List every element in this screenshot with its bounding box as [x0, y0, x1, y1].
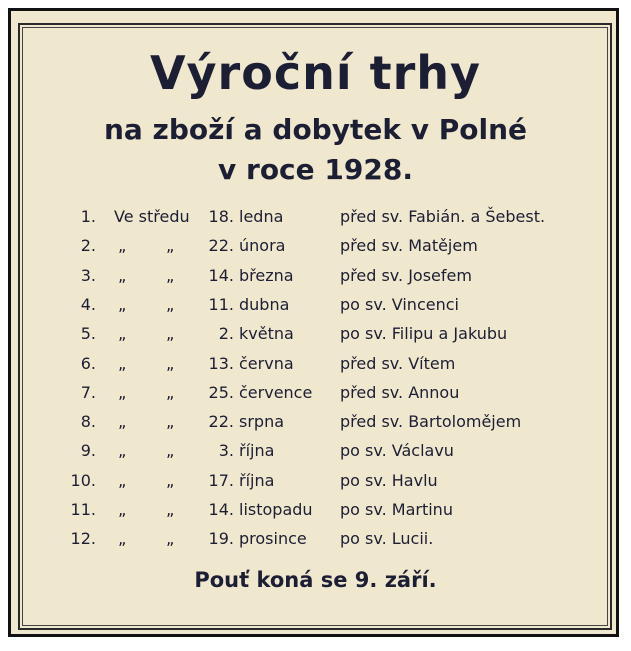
row-saint-day: před sv. Bartolomějem	[340, 412, 522, 431]
footer-note: Pouť koná se 9. září.	[194, 568, 437, 592]
row-saint-day: po sv. Havlu	[340, 471, 438, 490]
ditto-mark: „	[166, 441, 175, 460]
ditto-mark: „	[166, 529, 175, 548]
row-date: 22.	[208, 412, 234, 431]
ditto-mark: „	[118, 266, 127, 285]
page-year: v roce 1928.	[218, 153, 413, 186]
row-date: 17.	[208, 471, 234, 490]
row-saint-day: po sv. Vincenci	[340, 295, 459, 314]
row-saint-day: po sv. Lucii.	[340, 529, 434, 548]
ditto-mark: „	[166, 295, 175, 314]
ditto-mark: „	[118, 441, 127, 460]
row-date: 13.	[208, 354, 234, 373]
row-number: 6.	[80, 354, 96, 373]
row-date: 25.	[208, 383, 234, 402]
row-saint-day: po sv. Filipu a Jakubu	[340, 324, 508, 343]
ditto-mark: „	[118, 471, 127, 490]
row-number: 7.	[80, 383, 96, 402]
row-month: února	[239, 236, 286, 255]
row-month: srpna	[239, 412, 285, 431]
market-row	[0, 471, 631, 499]
row-number: 4.	[80, 295, 96, 314]
row-date: 3.	[218, 441, 234, 460]
market-row	[0, 236, 631, 264]
row-date: 14.	[208, 500, 234, 519]
ditto-mark: „	[166, 236, 175, 255]
row-number: 3.	[80, 266, 96, 285]
row-month: ledna	[239, 207, 284, 226]
row-number: 8.	[80, 412, 96, 431]
row-date: 19.	[208, 529, 234, 548]
row-number: 12.	[70, 529, 96, 548]
row-month: června	[239, 354, 294, 373]
row-date: 14.	[208, 266, 234, 285]
row-date: 18.	[208, 207, 234, 226]
ditto-mark: „	[118, 412, 127, 431]
market-row	[0, 324, 631, 352]
market-row	[0, 500, 631, 528]
ditto-mark: „	[118, 324, 127, 343]
page-subtitle: na zboží a dobytek v Polné	[103, 113, 528, 146]
ditto-mark: „	[118, 236, 127, 255]
row-saint-day: před sv. Josefem	[340, 266, 472, 285]
row-date: 2.	[218, 324, 234, 343]
row-number: 1.	[80, 207, 96, 226]
weekday-label: Ve středu	[114, 207, 190, 226]
row-number: 5.	[80, 324, 96, 343]
row-saint-day: před sv. Fabián. a Šebest.	[340, 207, 546, 226]
ditto-mark: „	[166, 324, 175, 343]
page-title: Výroční trhy	[149, 46, 482, 100]
row-month: října	[239, 441, 275, 460]
row-month: prosince	[239, 529, 307, 548]
ditto-mark: „	[166, 354, 175, 373]
row-date: 11.	[208, 295, 234, 314]
row-month: dubna	[239, 295, 290, 314]
ditto-mark: „	[166, 412, 175, 431]
ditto-mark: „	[118, 529, 127, 548]
row-month: července	[239, 383, 313, 402]
market-row	[0, 412, 631, 440]
ditto-mark: „	[118, 354, 127, 373]
row-saint-day: před sv. Matějem	[340, 236, 478, 255]
row-number: 11.	[70, 500, 96, 519]
row-month: října	[239, 471, 275, 490]
row-number: 2.	[80, 236, 96, 255]
row-saint-day: po sv. Václavu	[340, 441, 454, 460]
ditto-mark: „	[166, 266, 175, 285]
market-row	[0, 529, 631, 557]
row-saint-day: po sv. Martinu	[340, 500, 453, 519]
row-saint-day: před sv. Annou	[340, 383, 460, 402]
market-row	[0, 266, 631, 294]
row-number: 10.	[70, 471, 96, 490]
row-number: 9.	[80, 441, 96, 460]
market-row	[0, 354, 631, 382]
ditto-mark: „	[118, 500, 127, 519]
market-row	[0, 441, 631, 469]
ditto-mark: „	[166, 471, 175, 490]
row-month: listopadu	[239, 500, 313, 519]
row-saint-day: před sv. Vítem	[340, 354, 456, 373]
row-date: 22.	[208, 236, 234, 255]
row-month: května	[239, 324, 294, 343]
ditto-mark: „	[118, 295, 127, 314]
ditto-mark: „	[166, 500, 175, 519]
market-row	[0, 207, 631, 235]
row-month: března	[239, 266, 294, 285]
ditto-mark: „	[118, 383, 127, 402]
ditto-mark: „	[166, 383, 175, 402]
market-row	[0, 383, 631, 411]
market-row	[0, 295, 631, 323]
